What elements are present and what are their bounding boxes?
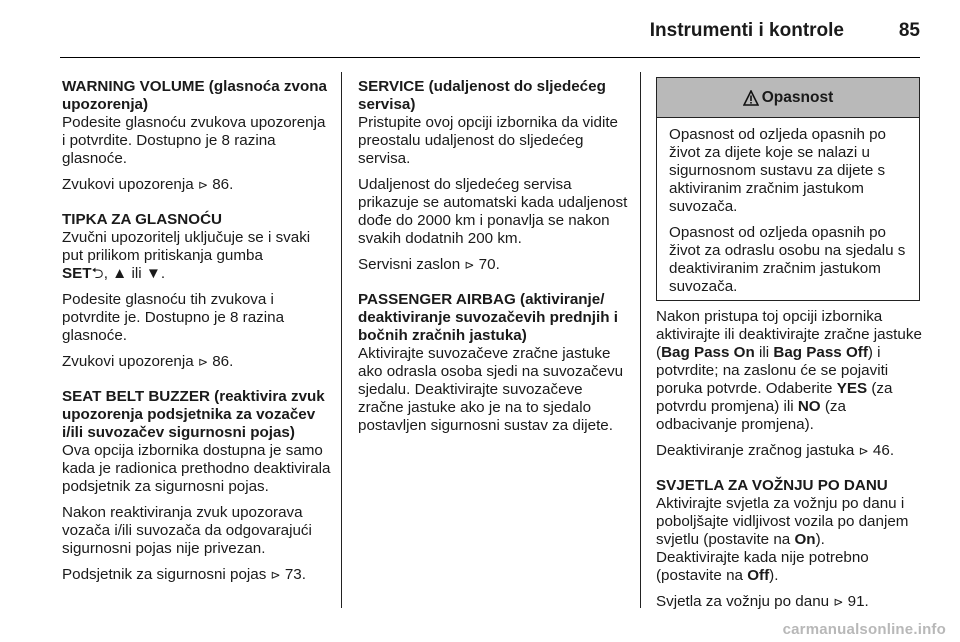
page-title: Instrumenti i kontrole — [649, 20, 844, 41]
paragraph: Podesite glasnoću zvukova upozorenja i potvrdite. Dostupno je 8 razina glasnoće. — [62, 114, 326, 167]
ref-arrow-icon: ⊳ — [464, 258, 475, 272]
page-header — [0, 0, 960, 58]
warning-body — [657, 118, 919, 296]
warning-box — [656, 77, 920, 301]
back-arrow-icon: ⮌ — [91, 265, 104, 282]
warning-header — [657, 78, 919, 118]
column-middle — [358, 78, 628, 452]
cross-reference — [62, 176, 332, 194]
section-heading: SVJETLA ZA VOŽNJU PO DANU — [656, 477, 888, 494]
ref-text: Zvukovi upozorenja — [62, 176, 194, 193]
warning-title: Opasnost — [761, 88, 834, 106]
paragraph: Pristupite ovoj opciji izbornika da vidite preostalu udaljenost do sljedećeg servisa. — [358, 114, 619, 167]
cross-reference: Podsjetnik za sigurnosni pojas ⊳ 73. — [62, 566, 306, 583]
ref-page: 86. — [212, 176, 234, 193]
column-right — [656, 308, 924, 628]
paragraph: Ova opcija izbornika dostupna je samo kada je radionica prethodno deaktivirala podsjetnik za sigurnosni pojas. — [62, 442, 331, 495]
section-heading: SERVICE (udaljenost do sljedećeg servisa) — [358, 78, 606, 113]
section-heading: SEAT BELT BUZZER (reaktivira zvuk upozorenja podsjetnika za vozačev i/ili suvozačev sigurnosni pojas) — [62, 388, 325, 441]
section-warning-volume — [62, 78, 332, 194]
paragraph: Zvučni upozoritelj uključuje se i svaki put prilikom pritiskanja gumba SET⮌, ▲ ili ▼. — [62, 229, 311, 282]
down-triangle-icon: ▼ — [145, 265, 161, 282]
section-daytime-lights — [656, 477, 924, 611]
section-service — [358, 78, 628, 274]
cross-reference: Svjetla za vožnju po danu ⊳ 91. — [656, 593, 869, 610]
section-heading: TIPKA ZA GLASNOĆU — [62, 211, 223, 228]
ref-arrow-icon: ⊳ — [270, 568, 281, 582]
paragraph: Opasnost od ozljeda opasnih po život za dijete koje se nalazi u sigurnosnom sustavu za dijete s aktiviranim zračnim jastukom suvozača. — [669, 126, 887, 215]
cross-reference: Deaktiviranje zračnog jastuka ⊳ 46. — [656, 442, 895, 459]
paragraph: Nakon pristupa toj opciji izbornika aktivirajte ili deaktivirajte zračne jastuke (Bag Pass On ili Bag Pass Off) i potvrdite; na zaslonu će se pojaviti poruka potvrde. Odaberite YES (za potvrdu promjena) ili NO (za odbacivanje promjena). — [656, 308, 922, 433]
section-seat-belt-buzzer — [62, 388, 332, 584]
cross-reference: Zvukovi upozorenja ⊳ 86. — [62, 353, 234, 370]
section-heading: WARNING VOLUME (glasnoća zvona upozorenja) — [62, 78, 327, 113]
ref-arrow-icon: ⊳ — [833, 595, 844, 609]
set-key-label: SET — [62, 265, 92, 282]
header-divider — [60, 57, 920, 58]
ref-arrow-icon: ⊳ — [197, 178, 208, 192]
paragraph: Aktivirajte svjetla za vožnju po danu i poboljšajte vidljivost vozila po danjem svjetlu (postavite na On). — [656, 495, 909, 548]
column-divider — [640, 72, 641, 608]
ref-arrow-icon: ⊳ — [197, 355, 208, 369]
ref-arrow-icon: ⊳ — [858, 444, 869, 458]
paragraph: Deaktivirajte kada nije potrebno (postavite na Off). — [656, 549, 869, 584]
page-number: 85 — [898, 20, 920, 41]
column-left — [62, 78, 332, 601]
section-passenger-airbag — [358, 291, 628, 435]
paragraph: Podesite glasnoću tih zvukova i potvrdite je. Dostupno je 8 razina glasnoće. — [62, 291, 285, 344]
section-heading: PASSENGER AIRBAG (aktiviranje/ deaktiviranje suvozačevih prednjih i bočnih zračnih jastuka) — [358, 291, 618, 344]
paragraph: Opasnost od ozljeda opasnih po život za odraslu osobu na sjedalu s deaktiviranim zračnim jastukom suvozača. — [669, 224, 906, 295]
paragraph: Aktivirajte suvozačeve zračne jastuke ako odrasla osoba sjedi na suvozačevu sjedalu. Deaktivirajte suvozačeve zračne jastuke ako je na to sjedalo postavljen sigurnosni sustav za dijete. — [358, 345, 624, 434]
warning-triangle-icon — [743, 90, 759, 106]
paragraph: Nakon reaktiviranja zvuk upozorava vozača i/ili suvozača da odgovarajući sigurnosni pojas nije privezan. — [62, 504, 312, 557]
paragraph: Udaljenost do sljedećeg servisa prikazuje se automatski kada udaljenost dođe do 2000 km i ponavlja se nakon svakih dodatnih 200 km. — [358, 176, 628, 247]
watermark: carmanualsonline.info — [782, 621, 946, 638]
section-volume-key — [62, 211, 332, 371]
cross-reference: Servisni zaslon ⊳ 70. — [358, 256, 500, 273]
up-triangle-icon: ▲ — [112, 265, 128, 282]
column-divider — [341, 72, 342, 608]
